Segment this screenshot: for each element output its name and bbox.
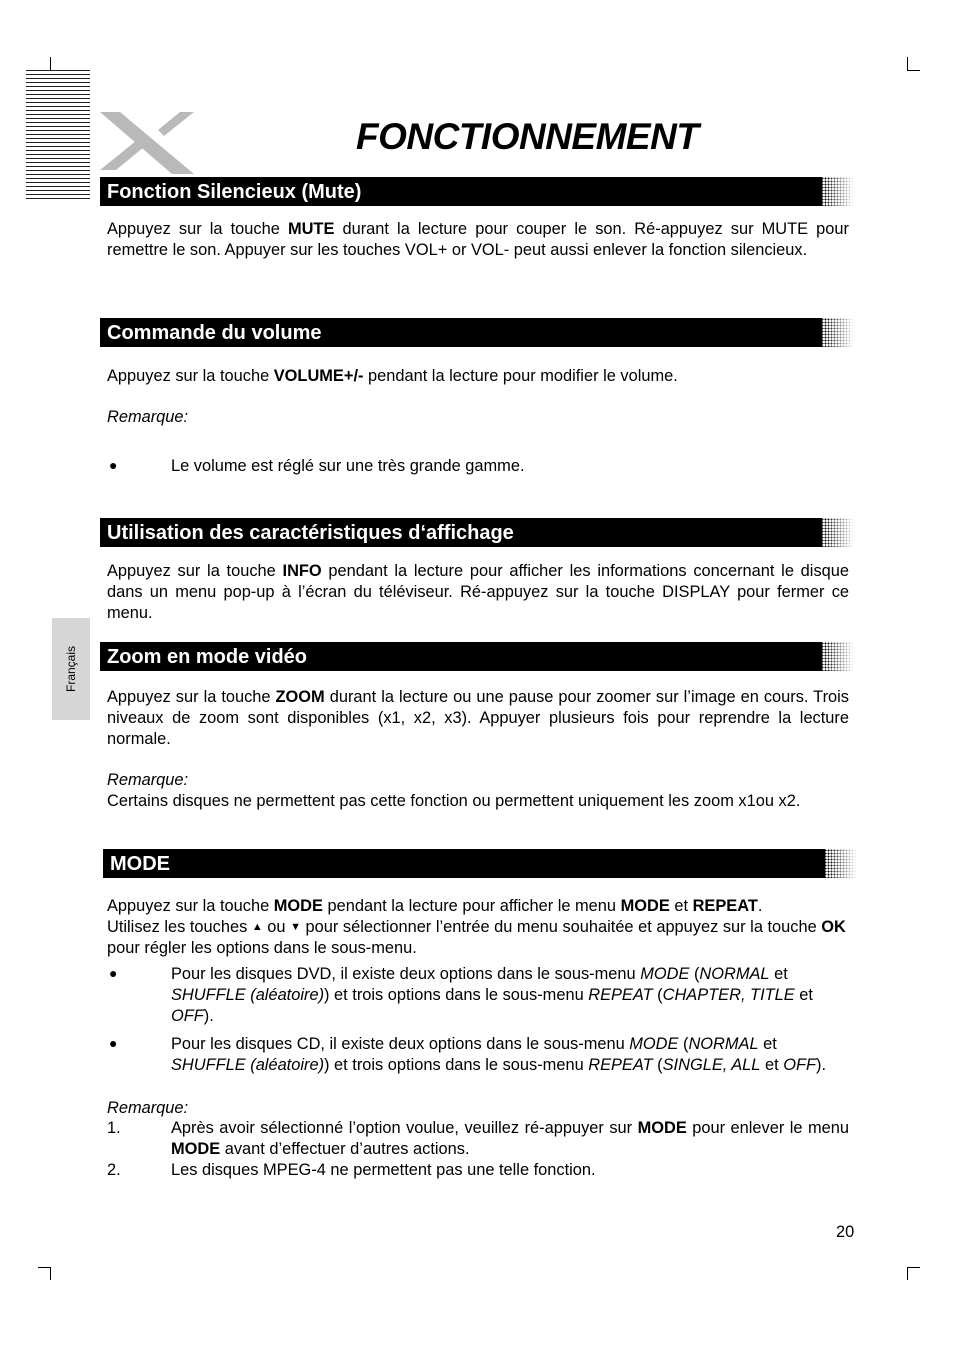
- mode-note-label: Remarque:: [107, 1099, 189, 1117]
- heading-dot-pattern: [818, 318, 854, 347]
- zoom-note-label: Remarque:: [107, 771, 189, 789]
- volume-note-bullet: Le volume est réglé sur une très grande gamme.: [171, 457, 525, 475]
- crop-mark-top-left: [50, 57, 51, 70]
- arrow-up-icon: ▲: [251, 921, 263, 933]
- note-number: 2.: [107, 1161, 121, 1179]
- section-heading-zoom: [100, 642, 822, 671]
- language-tab: [52, 618, 90, 720]
- mode-note-2: Les disques MPEG-4 ne permettent pas une telle fonction.: [171, 1161, 596, 1179]
- brand-logo: [98, 108, 198, 176]
- section-heading-label: Commande du volume: [107, 322, 322, 344]
- section-heading-label: Fonction Silencieux (Mute): [107, 181, 362, 203]
- crop-mark-bottom-right: [907, 1267, 920, 1268]
- mode-bullet-dvd: Pour les disques DVD, il existe deux options dans le sous-menu MODE (NORMAL et SHUFFLE (aléatoire)) et trois options dans le sous-menu REPEAT (CHAPTER, TITLE et OFF).: [171, 965, 813, 1025]
- section-heading-mute: [100, 177, 822, 206]
- volume-note-label: Remarque:: [107, 408, 189, 426]
- section-heading-label: Zoom en mode vidéo: [107, 646, 308, 668]
- mode-paragraph-2: Utilisez les touches ▲ ou ▼ pour sélectionner l’entrée du menu souhaitée et appuyez sur la touche OK pour régler les options dans le sous-menu.: [107, 918, 846, 957]
- crop-mark-top-right-h: [907, 70, 920, 71]
- bullet-icon: ●: [109, 457, 118, 473]
- crop-mark-bottom-left-v: [50, 1267, 51, 1280]
- heading-dot-pattern: [821, 849, 857, 878]
- display-paragraph: Appuyez sur la touche INFO pendant la lecture pour afficher les informations concernant le disque dans un menu pop-up à l’écran du téléviseur. Ré-appuyez sur la touche DISPLAY pour fermer ce menu.: [107, 562, 849, 622]
- section-heading-mode: [103, 849, 825, 878]
- header-stripes: [26, 70, 90, 200]
- section-heading-label: Utilisation des caractéristiques d‘affichage: [107, 522, 514, 544]
- heading-dot-pattern: [818, 177, 854, 206]
- volume-paragraph: Appuyez sur la touche VOLUME+/- pendant la lecture pour modifier le volume.: [107, 367, 678, 385]
- language-tab-label: Français: [64, 645, 78, 693]
- bullet-icon: ●: [109, 1035, 118, 1051]
- crop-mark-bottom-right-v: [907, 1267, 908, 1280]
- page-title: FONCTIONNEMENT: [356, 116, 699, 157]
- mode-paragraph-1: Appuyez sur la touche MODE pendant la lecture pour afficher le menu MODE et REPEAT.: [107, 897, 763, 915]
- heading-dot-pattern: [818, 642, 854, 671]
- zoom-paragraph: Appuyez sur la touche ZOOM durant la lecture ou une pause pour zoomer sur l’image en cours. Trois niveaux de zoom sont disponibles (x1, x2, x3). Appuyer plusieurs fois pour reprendre la lecture normale.: [107, 688, 849, 748]
- page-number: 20: [836, 1223, 855, 1241]
- mute-paragraph: Appuyez sur la touche MUTE durant la lecture pour couper le son. Ré-appuyez sur MUTE pour remettre le son. Appuyer sur les touches VOL+ or VOL- peut aussi enlever la fonction silencieux.: [107, 220, 849, 259]
- note-number: 1.: [107, 1119, 121, 1137]
- heading-dot-pattern: [818, 518, 854, 547]
- arrow-down-icon: ▼: [290, 921, 301, 933]
- section-heading-display: [100, 518, 822, 547]
- mode-bullet-cd: Pour les disques CD, il existe deux options dans le sous-menu MODE (NORMAL et SHUFFLE (aléatoire)) et trois options dans le sous-menu REPEAT (SINGLE, ALL et OFF).: [171, 1035, 826, 1074]
- mode-note-1: Après avoir sélectionné l’option voulue, veuillez ré-appuyer sur MODE pour enlever le menu MODE avant d’effectuer d’autres actions.: [171, 1119, 849, 1158]
- section-heading-label: MODE: [110, 853, 170, 875]
- zoom-note-text: Certains disques ne permettent pas cette fonction ou permettent uniquement les zoom x1ou x2.: [107, 792, 801, 810]
- crop-mark-top-right: [907, 57, 908, 70]
- bullet-icon: ●: [109, 965, 118, 981]
- section-heading-volume: [100, 318, 822, 347]
